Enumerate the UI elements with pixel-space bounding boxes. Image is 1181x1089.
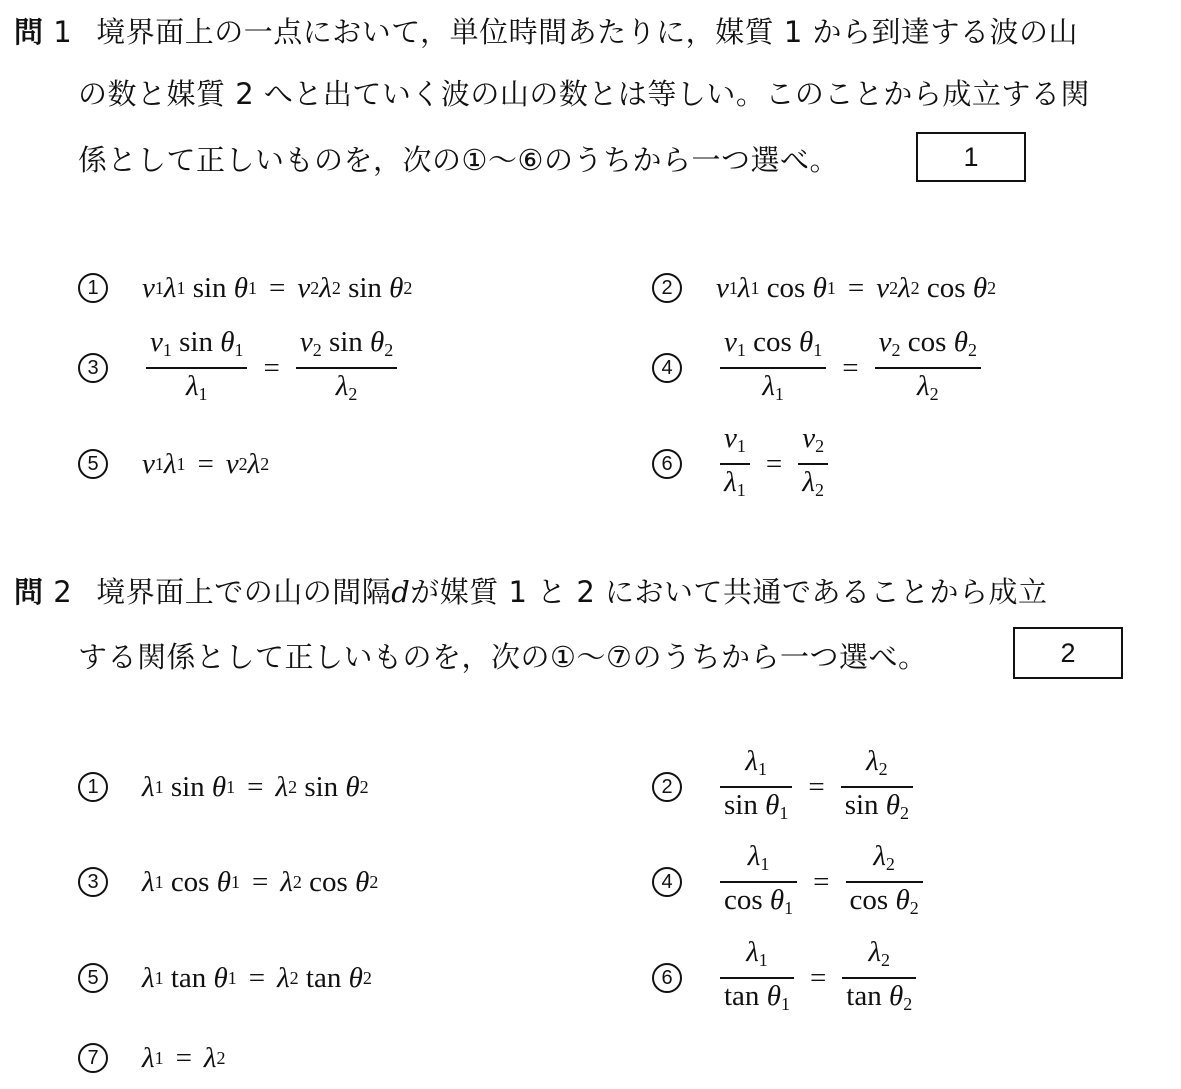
- q1-choice-1[interactable]: [78, 258, 412, 318]
- q1-choice-4-number: 4: [652, 353, 682, 383]
- q2-choice-3-expr: λ 1 cos θ 1 = λ 2 cos θ 2: [142, 865, 379, 898]
- q2-choice-6-expr: $\frac{\lambda_1}{\tan \theta_1}$ = $\frac{\lambda_2}{\tan \theta_2}$: [716, 935, 920, 1021]
- q1-choice-5[interactable]: [78, 434, 269, 494]
- q1-choice-2-expr: v 1 λ 1 cos θ 1 = v 2 λ 2 cos θ 2: [716, 271, 997, 304]
- q2-line1: [14, 563, 1048, 621]
- q2-choice-7-expr: λ 1 = λ 2: [142, 1041, 226, 1074]
- q2-text-1b: が媒質 1 と 2 において共通であることから成立: [410, 575, 1048, 609]
- q2-text-1a: 境界面上での山の間隔: [96, 575, 392, 609]
- q2-choice-1-expr: λ 1 sin θ 1 = λ 2 sin θ 2: [142, 770, 369, 803]
- q1-choice-3[interactable]: [78, 326, 401, 404]
- q2-choice-3[interactable]: [78, 852, 378, 912]
- q1-text-3: 係として正しいものを，次の①～⑥のうちから一つ選べ。: [78, 143, 839, 177]
- q1-choice-4-expr: $\frac{v_1 \cos \theta_1}{\lambda_1}$ = $\frac{v_2 \cos \theta_2}{\lambda_2}$: [716, 325, 985, 411]
- q1-choice-6[interactable]: [652, 422, 832, 500]
- q2-choice-5-number: 5: [78, 963, 108, 993]
- q1-choice-2-number: 2: [652, 273, 682, 303]
- q2-answer-box[interactable]: 2: [1013, 627, 1123, 679]
- q2-choice-7[interactable]: [78, 1028, 225, 1088]
- q1-number: 1: [53, 15, 73, 49]
- q2-choice-4-number: 4: [652, 867, 682, 897]
- q1-choice-5-expr: v 1 λ 1 = v 2 λ 2: [142, 447, 270, 480]
- q1-label: 問: [14, 15, 44, 49]
- q2-choice-3-number: 3: [78, 867, 108, 897]
- q2-choice-5-expr: λ 1 tan θ 1 = λ 2 tan θ 2: [142, 961, 372, 994]
- q1-choice-3-number: 3: [78, 353, 108, 383]
- q2-choice-2[interactable]: [652, 745, 917, 823]
- q2-var-d: d: [391, 575, 411, 609]
- q2-choice-6[interactable]: [652, 936, 920, 1014]
- q1-choice-4[interactable]: [652, 326, 985, 404]
- q1-choice-1-expr: v 1 λ 1 sin θ 1 = v 2 λ 2 sin θ 2: [142, 271, 413, 304]
- q1-line1: [14, 3, 1078, 61]
- q2-label: 問: [14, 575, 44, 609]
- q2-text-2: する関係として正しいものを，次の①～⑦のうちから一つ選べ。: [78, 640, 928, 674]
- q2-number: 2: [53, 575, 73, 609]
- q2-choice-7-number: 7: [78, 1043, 108, 1073]
- q2-choice-4-expr: $\frac{\lambda_1}{\cos \theta_1}$ = $\frac{\lambda_2}{\cos \theta_2}$: [716, 839, 927, 925]
- q2-choice-1-number: 1: [78, 772, 108, 802]
- q1-choice-3-expr: $\frac{v_1 \sin \theta_1}{\lambda_1}$ = $\frac{v_2 \sin \theta_2}{\lambda_2}$: [142, 325, 401, 411]
- q2-choice-1[interactable]: [78, 757, 369, 817]
- q2-choice-5[interactable]: [78, 948, 372, 1008]
- q1-answer-box[interactable]: 1: [916, 132, 1026, 182]
- q2-choice-2-number: 2: [652, 772, 682, 802]
- q1-text-2: の数と媒質 2 へと出ていく波の山の数とは等しい。このことから成立する関: [78, 77, 1090, 111]
- q1-choice-1-number: 1: [78, 273, 108, 303]
- q1-choice-6-expr: $\frac{v_1}{\lambda_1}$ = $\frac{v_2}{\lambda_2}$: [716, 421, 832, 507]
- q1-text-1: 境界面上の一点において，単位時間あたりに，媒質 1 から到達する波の山: [96, 15, 1078, 49]
- q1-choice-2[interactable]: [652, 258, 996, 318]
- q1-choice-5-number: 5: [78, 449, 108, 479]
- q2-choice-2-expr: $\frac{\lambda_1}{\sin \theta_1}$ = $\frac{\lambda_2}{\sin \theta_2}$: [716, 744, 917, 830]
- q2-choice-6-number: 6: [652, 963, 682, 993]
- q1-choice-6-number: 6: [652, 449, 682, 479]
- q2-choice-4[interactable]: [652, 840, 927, 918]
